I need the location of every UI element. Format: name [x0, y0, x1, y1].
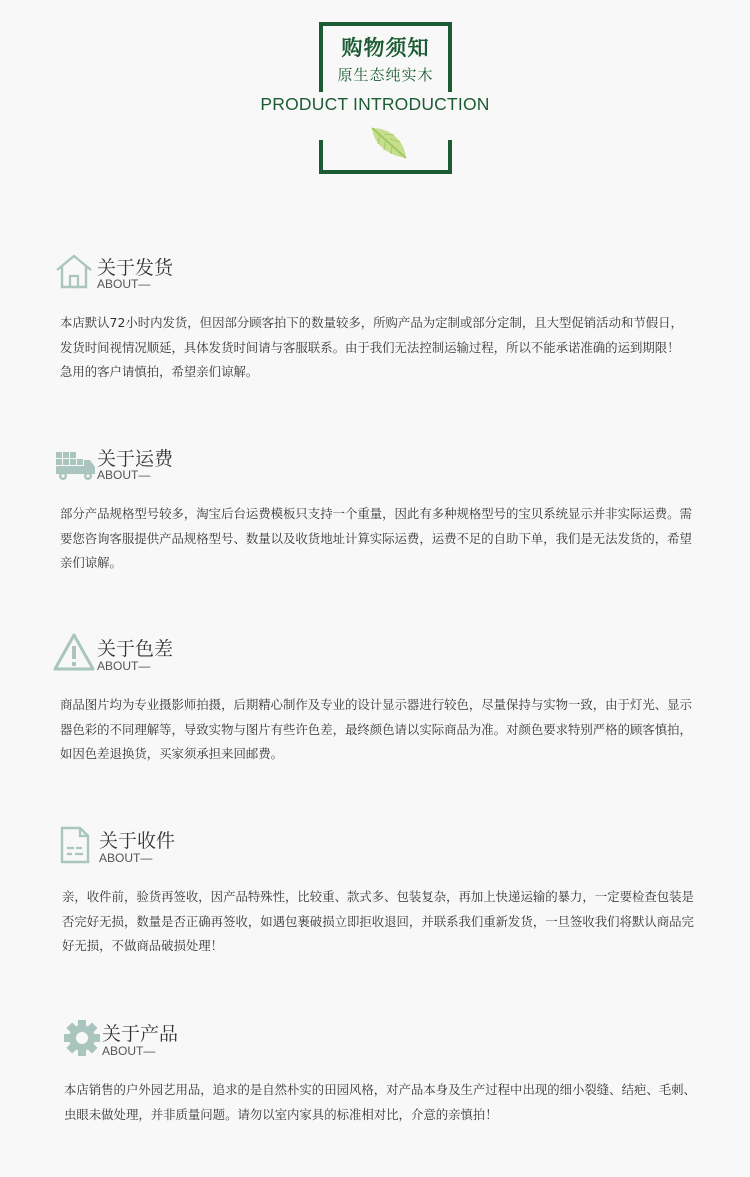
page-title: 购物须知 [341, 36, 430, 60]
gear-icon [62, 1018, 102, 1058]
section-body: 亲，收件前，验货再签收，因产品特殊性，比较重、款式多、包装复杂，再加上快递运输的暴力，一定要检查包装是否完好无损，数量是否正确再签收，如遇包裹破损立即拒收退回，并联系我们重新发货，一旦签收我们将默认商品完好无损，不做商品破损处理！ [62, 889, 694, 953]
section-title: 关于发货 [97, 257, 174, 279]
section-body: 部分产品规格型号较多，淘宝后台运费模板只支持一个重量，因此有多种规格型号的宝贝系统显示并非实际运费。需要您咨询客服提供产品规格型号、数量以及收货地址计算实际运费，运费不足的自助下单，我们是无法发货的，希望亲们谅解。 [60, 506, 692, 570]
page-subtitle: 原生态纯实木 [337, 66, 434, 84]
section-about: ABOUT— [97, 468, 151, 482]
section-body: 本店销售的户外园艺用品，追求的是自然朴实的田园风格，对产品本身及生产过程中出现的细小裂缝、结疤、毛刺、虫眼未做处理，并非质量问题。请勿以室内家具的标准相对比，介意的亲慎拍！ [64, 1082, 696, 1122]
warning-icon [53, 632, 95, 672]
header-badge [319, 32, 452, 85]
leaf-icon [366, 122, 410, 162]
house-icon [54, 252, 94, 292]
section-about: ABOUT— [97, 277, 151, 291]
english-title: PRODUCT INTRODUCTION [260, 94, 490, 114]
section-body: 商品图片均为专业摄影师拍摄，后期精心制作及专业的设计显示器进行较色，尽量保持与实物一致，由于灯光、显示器色彩的不同理解等，导致实物与图片有些许色差，最终颜色请以实际商品为准。对颜色要求特别严格的顾客慎拍，如因色差退换货，买家须承担来回邮费。 [60, 697, 692, 761]
section-body: 本店默认72小时内发货，但因部分顾客拍下的数量较多，所购产品为定制或部分定制，且大型促销活动和节假日，发货时间视情况顺延，具体发货时间请与客服联系。由于我们无法控制运输过程，所以不能承诺准确的运到期限！急用的客户请慎拍，希望亲们谅解。 [60, 315, 683, 379]
document-icon [58, 826, 98, 866]
section-title: 关于色差 [97, 638, 174, 660]
section-about: ABOUT— [102, 1044, 156, 1058]
section-title: 关于运费 [97, 448, 174, 470]
section-about: ABOUT— [97, 659, 151, 673]
section-about: ABOUT— [99, 851, 153, 865]
section-title: 关于收件 [99, 830, 176, 852]
section-title: 关于产品 [102, 1023, 179, 1045]
truck-icon [54, 444, 96, 484]
